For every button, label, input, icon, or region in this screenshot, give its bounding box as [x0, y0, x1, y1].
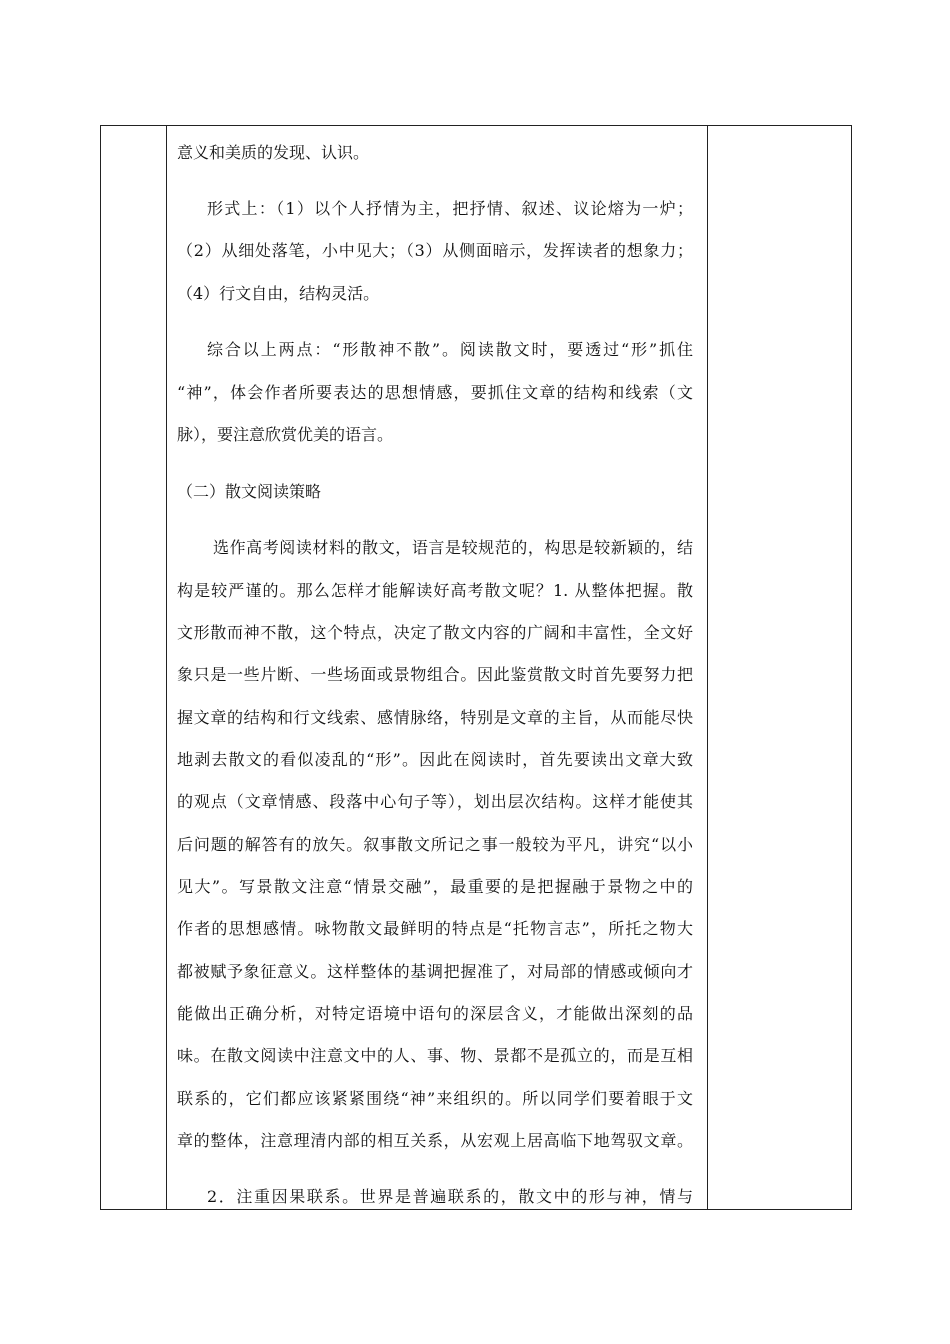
text-line: 意义和美质的发现、认识。 [177, 143, 370, 162]
text-line: 地剥去散文的看似凌乱的“形”。因此在阅读时，首先要读出文章大致 [177, 750, 693, 769]
text-line: 形式上：（1）以个人抒情为主，把抒情、叙述、议论熔为一炉； [207, 199, 693, 218]
text-line: 后问题的解答有的放矢。叙事散文所记之事一般较为平凡，讲究“以小 [177, 835, 693, 854]
content-cell [167, 126, 707, 1209]
text-line: 选作高考阅读材料的散文，语言是较规范的，构思是较新颖的，结 [213, 538, 693, 557]
text-line: 的观点（文章情感、段落中心句子等），划出层次结构。这样才能使其 [177, 792, 693, 811]
text-line: 握文章的结构和行文线索、感情脉络，特别是文章的主旨，从而能尽快 [177, 708, 693, 727]
text-line: 脉），要注意欣赏优美的语言。 [177, 425, 394, 444]
text-line: 章的整体，注意理清内部的相互关系，从宏观上居高临下地驾驭文章。 [177, 1131, 693, 1150]
text-line: 2．注重因果联系。世界是普遍联系的，散文中的形与神，情与 [207, 1187, 693, 1206]
text-line: 文形散而神不散，这个特点，决定了散文内容的广阔和丰富性，全文好 [177, 623, 693, 642]
text-line: 综合以上两点：“形散神不散”。阅读散文时，要透过“形”抓住 [207, 340, 693, 359]
text-line: （4）行文自由，结构灵活。 [177, 284, 380, 303]
text-line: 作者的思想感情。咏物散文最鲜明的特点是“托物言志”，所托之物大 [177, 919, 693, 938]
document-table [100, 125, 852, 1210]
text-line: 构是较严谨的。那么怎样才能解读好高考散文呢？1. 从整体把握。散 [177, 581, 693, 600]
text-line: 象只是一些片断、一些场面或景物组合。因此鉴赏散文时首先要努力把 [177, 665, 693, 684]
text-line: 联系的，它们都应该紧紧围绕“神”来组织的。所以同学们要着眼于文 [177, 1089, 693, 1108]
text-line: （二）散文阅读策略 [177, 482, 322, 501]
text-line: （2）从细处落笔，小中见大；（3）从侧面暗示，发挥读者的想象力； [177, 241, 693, 260]
text-line: “神”，体会作者所要表达的思想情感，要抓住文章的结构和线索（文 [177, 383, 693, 402]
right-column-divider [707, 126, 708, 1209]
text-line: 能做出正确分析，对特定语境中语句的深层含义，才能做出深刻的品 [177, 1004, 693, 1023]
text-line: 都被赋予象征意义。这样整体的基调把握准了，对局部的情感或倾向才 [177, 962, 693, 981]
text-line: 味。在散文阅读中注意文中的人、事、物、景都不是孤立的，而是互相 [177, 1046, 693, 1065]
text-line: 见大”。写景散文注意“情景交融”，最重要的是把握融于景物之中的 [177, 877, 693, 896]
